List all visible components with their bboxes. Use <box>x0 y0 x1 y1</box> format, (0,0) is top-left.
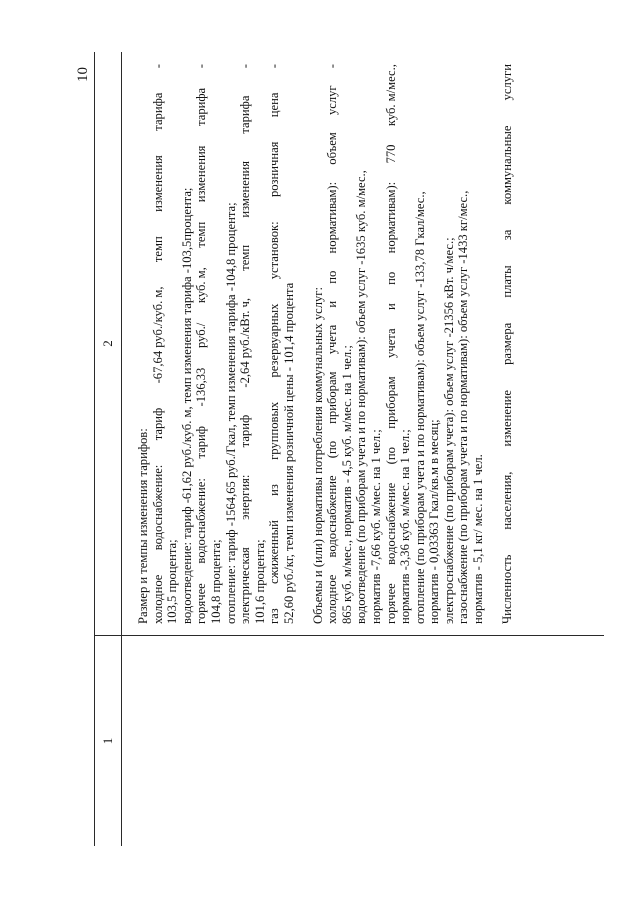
text-word: изменения <box>150 155 165 212</box>
text-line <box>136 64 151 624</box>
text-word: куб. м, <box>194 267 209 304</box>
text-line <box>369 64 384 624</box>
text-word: (по <box>383 447 398 465</box>
text-line <box>209 64 224 624</box>
text-word: куб. м/мес., <box>383 64 398 127</box>
text-line <box>224 64 239 624</box>
text-word: услуги <box>499 64 514 101</box>
text-line <box>354 64 369 624</box>
text-line <box>427 64 442 624</box>
text-word: Размер и темпы изменения тарифов: <box>136 428 150 624</box>
text-word: горячее <box>383 583 398 624</box>
text-word: сжиженный <box>267 520 282 584</box>
text-word: - <box>325 64 340 69</box>
text-paragraph <box>136 64 297 624</box>
text-word: норматив -3,36 куб. м/мес. на 1 чел.; <box>398 429 413 624</box>
text-word: Численность <box>499 554 514 624</box>
text-word: и <box>383 303 398 311</box>
text-word: 52,60 руб./кг, темп изменения розничной цены - 101,4 процента <box>281 282 296 624</box>
text-word: услуг <box>325 85 340 116</box>
text-line <box>456 64 471 624</box>
column-2-header: 2 <box>100 340 115 347</box>
text-word: - <box>194 64 209 69</box>
text-word: тариф <box>150 407 165 441</box>
text-word: по <box>325 270 340 284</box>
text-word: учета <box>325 324 340 355</box>
text-word: темп <box>238 244 253 271</box>
text-word: норматив - 0,03363 Гкал/кв.м в месяц; <box>427 419 442 624</box>
text-line <box>398 64 413 624</box>
rotated-table <box>94 52 604 846</box>
text-word: из <box>267 484 282 496</box>
column-divider <box>94 635 604 636</box>
text-word: водоотведение: тариф -61,62 руб./куб. м, темп изменения тарифа -103,5процента; <box>179 187 194 624</box>
text-word: водоснабжение <box>325 475 340 558</box>
text-word: 101,6 процента; <box>252 539 267 624</box>
text-word: нормативам): <box>325 181 340 254</box>
text-word: тарифа <box>194 87 209 126</box>
text-word: коммунальные <box>499 125 514 205</box>
text-word: - <box>150 64 165 69</box>
text-line <box>180 64 195 624</box>
text-word: размера <box>499 322 514 365</box>
text-word: тарифа <box>150 92 165 131</box>
text-line <box>282 64 297 624</box>
text-word: водоснабжение: <box>194 478 209 564</box>
text-word: -67,64 руб./куб. м, <box>150 286 165 384</box>
text-paragraph <box>311 64 486 624</box>
text-line <box>340 64 355 624</box>
text-word: руб./ <box>194 322 209 349</box>
text-word: изменения <box>238 160 253 218</box>
text-line <box>238 64 253 624</box>
text-word: горячее <box>194 583 209 624</box>
text-word: тариф <box>194 426 209 459</box>
text-word: электроснабжение (по приборам учета): объем услуг -21356 кВт. ч/мес.; <box>441 237 456 624</box>
text-word: учета <box>383 328 398 358</box>
text-word: по <box>383 271 398 285</box>
text-line <box>471 64 486 624</box>
text-word: отопление (по приборам учета и по нормативам): объем услуг -133,78 Гкал/мес., <box>412 191 427 624</box>
text-word: изменения <box>194 145 209 203</box>
text-word: водоотведение (по приборам учета и по нормативам): объем услуг -1635 куб. м/мес., <box>354 170 369 624</box>
text-word: темп <box>194 221 209 248</box>
text-word: энергия: <box>238 474 253 520</box>
text-word: - <box>267 64 282 69</box>
text-word: розничная <box>267 141 282 198</box>
text-word: изменение <box>499 389 514 447</box>
table-top-border <box>94 52 95 846</box>
text-word: Объемы и (или) нормативы потребления коммунальных услуг: <box>310 287 325 624</box>
text-word: темп <box>150 236 165 263</box>
text-line <box>194 64 209 624</box>
text-word: цена <box>267 92 282 118</box>
table-cell-content <box>136 64 528 624</box>
text-word: 104,8 процента; <box>208 539 223 624</box>
text-line <box>500 64 515 624</box>
text-word: приборам <box>383 376 398 429</box>
text-line <box>384 64 399 624</box>
text-word: тариф <box>238 414 253 448</box>
text-word: платы <box>499 265 514 298</box>
text-word: нормативам): <box>383 181 398 254</box>
text-word: водоснабжение: <box>150 464 165 551</box>
text-word: водоснабжение <box>383 482 398 565</box>
text-word: норматив - 5,1 кг/ мес. на 1 чел. <box>471 454 486 624</box>
text-word: населения, <box>499 471 514 530</box>
text-word: холодное <box>150 574 165 624</box>
text-word: резервуарных <box>267 303 282 378</box>
text-word: приборам <box>325 371 340 424</box>
text-line <box>267 64 282 624</box>
text-word: (по <box>325 441 340 459</box>
text-word: электрическая <box>238 547 253 624</box>
text-line <box>442 64 457 624</box>
text-line <box>165 64 180 624</box>
text-word: отопление: тариф -1564,65 руб./Гкал, темп изменения тарифа -104,8 процента; <box>223 202 238 624</box>
text-word: - <box>238 64 253 69</box>
text-line <box>325 64 340 624</box>
text-word: -2,64 руб./кВт. ч, <box>238 298 253 388</box>
text-word: и <box>325 300 340 308</box>
page-number: 10 <box>75 67 91 82</box>
text-word: установок: <box>267 221 282 280</box>
text-paragraph <box>500 64 515 624</box>
text-word: 770 <box>383 144 398 164</box>
text-word: групповых <box>267 401 282 460</box>
text-line <box>253 64 268 624</box>
header-row-divider <box>121 52 122 846</box>
text-word: газоснабжение (по приборам учета и по нормативам): объем услуг -1433 кг/мес., <box>456 190 471 624</box>
text-line <box>151 64 166 624</box>
text-word: объем <box>325 132 340 165</box>
text-word: 103,5 процента; <box>165 539 180 624</box>
column-1-header: 1 <box>100 737 115 745</box>
text-word: тарифа <box>238 95 253 134</box>
text-word: холодное <box>325 574 340 624</box>
text-word: газ <box>267 608 282 624</box>
text-line <box>311 64 326 624</box>
text-word: 865 куб. м/мес., норматив - 4,5 куб. м/мес. на 1 чел.; <box>339 345 354 624</box>
text-line <box>413 64 428 624</box>
text-word: -136,33 <box>194 367 209 407</box>
text-word: за <box>499 229 514 241</box>
text-word: норматив -7,66 куб. м/мес. на 1 чел.; <box>368 429 383 624</box>
